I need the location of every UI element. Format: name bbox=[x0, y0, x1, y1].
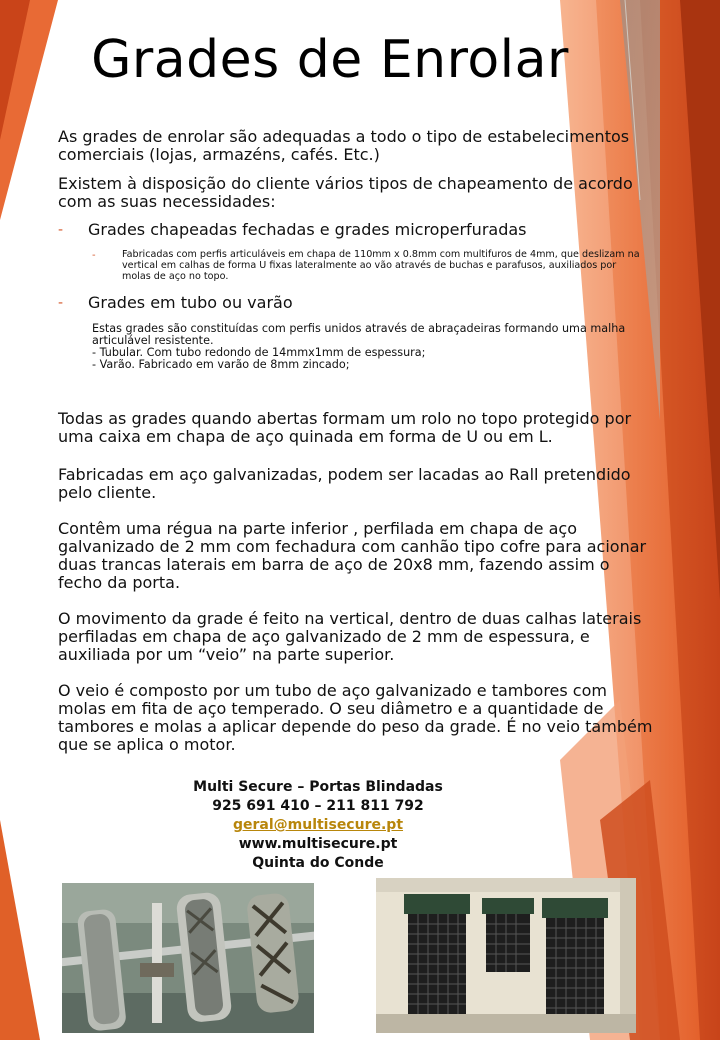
paragraph-regua: Contêm uma régua na parte inferior , perfilada em chapa de aço galvanizado de 2 mm com fechadura com canhão tipo cofre para acionar duas trancas laterais em barra de aço de 20x8 mm, fazendo assim o fecho da porta. bbox=[58, 519, 647, 592]
page-title: Grades de Enrolar bbox=[91, 30, 569, 90]
bullet-dash-1: - bbox=[58, 222, 64, 238]
paragraph-galvanizadas: Fabricadas em aço galvanizadas, podem ser lacadas ao Rall pretendido pelo cliente. bbox=[58, 465, 631, 502]
intro-paragraph-2: Existem à disposição do cliente vários tipos de chapeamento de acordo com as suas necessidades: bbox=[58, 174, 633, 211]
contact-block bbox=[168, 778, 468, 873]
bullet-2-line-1: Estas grades são constituídas com perfis unidos através de abraçadeiras formando uma malha articulável resistente. bbox=[92, 322, 626, 347]
location: Quinta do Conde bbox=[252, 855, 384, 871]
photo-building-facade bbox=[376, 878, 636, 1033]
phone-numbers: 925 691 410 – 211 811 792 bbox=[212, 798, 424, 814]
bullet-dash-2: - bbox=[58, 295, 64, 311]
sub-bullet-dash-1: - bbox=[92, 250, 96, 261]
bullet-2-description bbox=[92, 323, 662, 371]
email-link[interactable]: geral@multisecure.pt bbox=[232, 817, 404, 833]
bullet-1-description: Fabricadas com perfis articuláveis em chapa de 110mm x 0.8mm com multifuros de 4mm, que deslizam na vertical em calhas de forma U fixas lateralmente ao vão através de buchas e parafusos, auxiliados por molas de aço no topo. bbox=[122, 249, 640, 282]
bullet-heading-2: Grades em tubo ou varão bbox=[88, 293, 293, 312]
website: www.multisecure.pt bbox=[238, 836, 398, 852]
bullet-2-line-2: - Tubular. Com tubo redondo de 14mmx1mm de espessura; bbox=[92, 346, 426, 359]
paragraph-veio: O veio é composto por um tubo de aço galvanizado e tambores com molas em fita de aço temperado. O seu diâmetro e a quantidade de tambores e molas a aplicar depende do peso da grade. É no veio também que se aplica o motor. bbox=[58, 681, 653, 754]
bullet-heading-1: Grades chapeadas fechadas e grades microperfuradas bbox=[88, 220, 527, 239]
company-name: Multi Secure – Portas Blindadas bbox=[193, 779, 443, 795]
paragraph-rolo: Todas as grades quando abertas formam um rolo no topo protegido por uma caixa em chapa de aço quinada em forma de U ou em L. bbox=[58, 409, 632, 446]
paragraph-movimento: O movimento da grade é feito na vertical, dentro de duas calhas laterais perfiladas em chapa de aço galvanizado de 2 mm de espessura, e auxiliada por um “veio” na parte superior. bbox=[58, 609, 642, 664]
photo-roller-shaft bbox=[62, 883, 314, 1033]
intro-paragraph-1: As grades de enrolar são adequadas a todo o tipo de estabelecimentos comerciais (lojas, armazéns, cafés. Etc.) bbox=[58, 127, 630, 164]
bullet-2-line-3: - Varão. Fabricado em varão de 8mm zincado; bbox=[92, 358, 350, 371]
